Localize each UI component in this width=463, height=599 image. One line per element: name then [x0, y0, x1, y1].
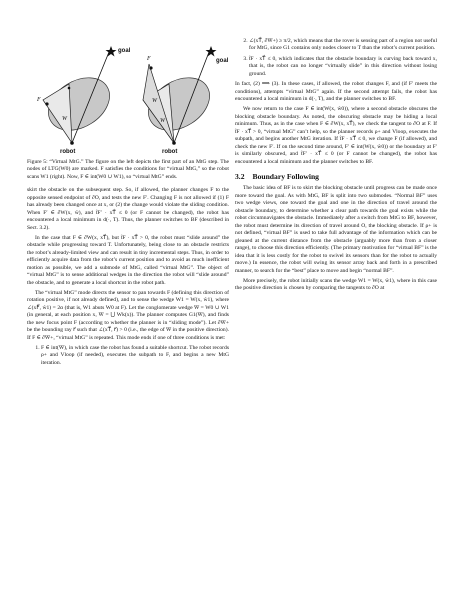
section-title: Boundary Following [252, 172, 319, 182]
body-paragraph: In the case that F ∈ ∂W(x, xT⃗), but t̂F · xT⃗ > 0, the robot must “slide around” the obstacle while progressing toward T. Unfortunately, being close to an obstacle restricts the robot’s already-limited view and can result in tiny incremental steps. Thus, in order to efficiently acquire data from the robot’s current position and to avoid as much inefficient motion as possible, we add a submode of MtG, called “virtual MtG”. The object of “virtual MtG” is to sense additional wedges in the direction the robot will “slide around” the obstacle, and to generate a local shortcut in the robot path. [27, 234, 229, 286]
ltg-node-1 [68, 87, 71, 90]
section-heading [235, 172, 437, 181]
robot-label-left: robot [60, 149, 76, 155]
goal-label-right: goal [216, 58, 229, 64]
right-panel [139, 46, 229, 155]
f-label-left: F [37, 97, 41, 103]
body-paragraph: skirt the obstacle on the subsequent step. So, if allowed, the planner changes F to the opposite sensed endpoint of ∂O, and tests the new F′. Changing F is not allowed if (1) F has already been changed once at x, or (2) the change would violate the sliding condition. When F′ ∈ ∂W(x, ŵ), and t̂F′ · xT⃗ ≤ 0 (or F cannot be changed), the robot has encountered a local minimum in d(·, T). Thus, the planner switches to BF (described in Sect. 3.2). [27, 187, 229, 231]
virtual-mtg-diagram [27, 38, 229, 156]
left-panel [36, 46, 131, 155]
goal-star-icon-right [206, 46, 217, 57]
body-paragraph: We now return to the case F ∈ int(W(x, ŵ0)), where a second obstacle obscures the blocking obstacle boundary. As noted, the obscuring obstacle may be hiding a local minimum. Thus, as in the case when F ∈ ∂W(x, xT⃗), we check the tangent to ∂O at F. If t̂F · xT⃗ > 0, “virtual MtG” can’t help, so the planner records ρ+ and Vloop, executes the subpath, and begins another MtG iteration. If t̂F · xT⃗ ≤ 0, we change F (if allowed), and check the new F′. If on the second time around, F′ ∈ int(W(x, ŵ0)) or the boundary at F′ is similarly obscured, and t̂F′ · xT⃗ ≤ 0 (or F cannot be changed), the robot has encountered a local minimum and the planner switches to BF. [235, 106, 437, 165]
body-paragraph: More precisely, the robot initially scans the wedge W1 = W(x, ŵ1), where in this case the positive direction is chosen by comparing the tangents to ∂O at [235, 277, 437, 292]
list-item: 3. t̂F · xT⃗ ≤ 0, which indicates that the obstacle boundary is curving back toward x, that is, the robot can no longer “virtually slide” in this direction without losing ground. [249, 56, 437, 78]
section-number: 3.2 [235, 172, 245, 182]
focus-point-f-left [45, 102, 48, 105]
focus-point-f-right [149, 66, 152, 69]
body-paragraph: The “virtual MtG” mode directs the sensor to pan towards F (defining this direction of rotation positive, if not already defined), and to sense the wedge W1 = W(x, ŵ1), where ∠(xF⃗, ŵ1) = 2α (that is, W1 abuts W0 at F). Let the conglomerate wedge W̅ = W0 ∪ W1 (in general, at each position x, W̅ = ⋃ Wk(x)). The planner computes G1(W̅), and finds the new focus point F (according to whether the planner is in “sliding mode”). Let ∂W̅+ be the bounding ray r⃗ such that ∠(xT⃗, r⃗) > 0 (i.e., the edge of W̅ in the positive direction). If F ∈ ∂W̅+, “virtual MtG” is repeated. This mode ends if one of three conditions is met: [27, 289, 229, 341]
termination-conditions-list [27, 345, 229, 367]
goal-label-left: goal [118, 48, 131, 54]
body-paragraph: The basic idea of BF is to skirt the blocking obstacle until progress can be made once more toward the goal. As with MtG, BF is split into two submodes. “Normal BF” uses two wedge views, one toward the goal and one in the direction of travel around the obstacle boundary, to determine whether a clear path towards the goal exists while the robot circumnavigates the obstacle. Immediately after a switch from MtG to BF, however, the robot must determine its direction of travel around O, the blocking obstacle. If ρ+ is not defined, “virtual BF” is used to take full advantage of the information which can be gleaned at the current distance from the obstacle (arguably more than from a closer range), to choose this direction efficiently. (The primary motivation for “virtual BF” is the idea that it is less costly for the robot to swivel its sensors than for the robot to actually move.) In essence, the robot will swing its sensor array back and forth in a prescribed manner, to search for the “best” place to move and begin “normal BF”. [235, 185, 437, 274]
sensor-wedge-w [43, 84, 72, 143]
left-column [27, 38, 229, 370]
w-label-left: W [62, 116, 67, 122]
w1-label-right: W [152, 98, 157, 104]
body-paragraph: In fact, (2) ⟹ (3). In these cases, if allowed, the robot changes F, and (if F′ meets the conditions), attempts “virtual MtG” again. If the second attempt fails, the robot has encountered a local minimum in d(·, T), and the planner switches to BF. [235, 81, 437, 103]
w-label-right: W [160, 118, 165, 124]
list-item: 2. ∠(xT⃗, ∂W̅+) ≥ π/2, which means that the rover is sensing part of a region not useful for MtG, since G1 contains only nodes closer to T than the robot’s current position. [249, 38, 437, 53]
figure-5 [27, 38, 229, 156]
robot-marker-left [70, 141, 74, 145]
right-column [235, 38, 437, 295]
termination-conditions-list-continued [235, 38, 437, 78]
list-item: 1. F ∈ int(W̅), in which case the robot has found a suitable shortcut. The robot records ρ+ and Vloop (if needed), executes the subpath to F, and begins a new MtG iteration. [41, 345, 229, 367]
robot-label-right: robot [162, 149, 178, 155]
robot-marker-right [172, 141, 176, 145]
figure-caption: Figure 5: “Virtual MtG.” The figure on the left depicts the first part of an MtG step. The nodes of LTG(W0) are marked. F satisfies the conditions for “virtual MtG,” so the robot scans W1 (right). Now, F ∈ int(W0 ∪ W1), so “virtual MtG” ends. [27, 159, 229, 180]
f-label-right: F [147, 56, 151, 62]
goal-star-icon-left [106, 46, 117, 57]
